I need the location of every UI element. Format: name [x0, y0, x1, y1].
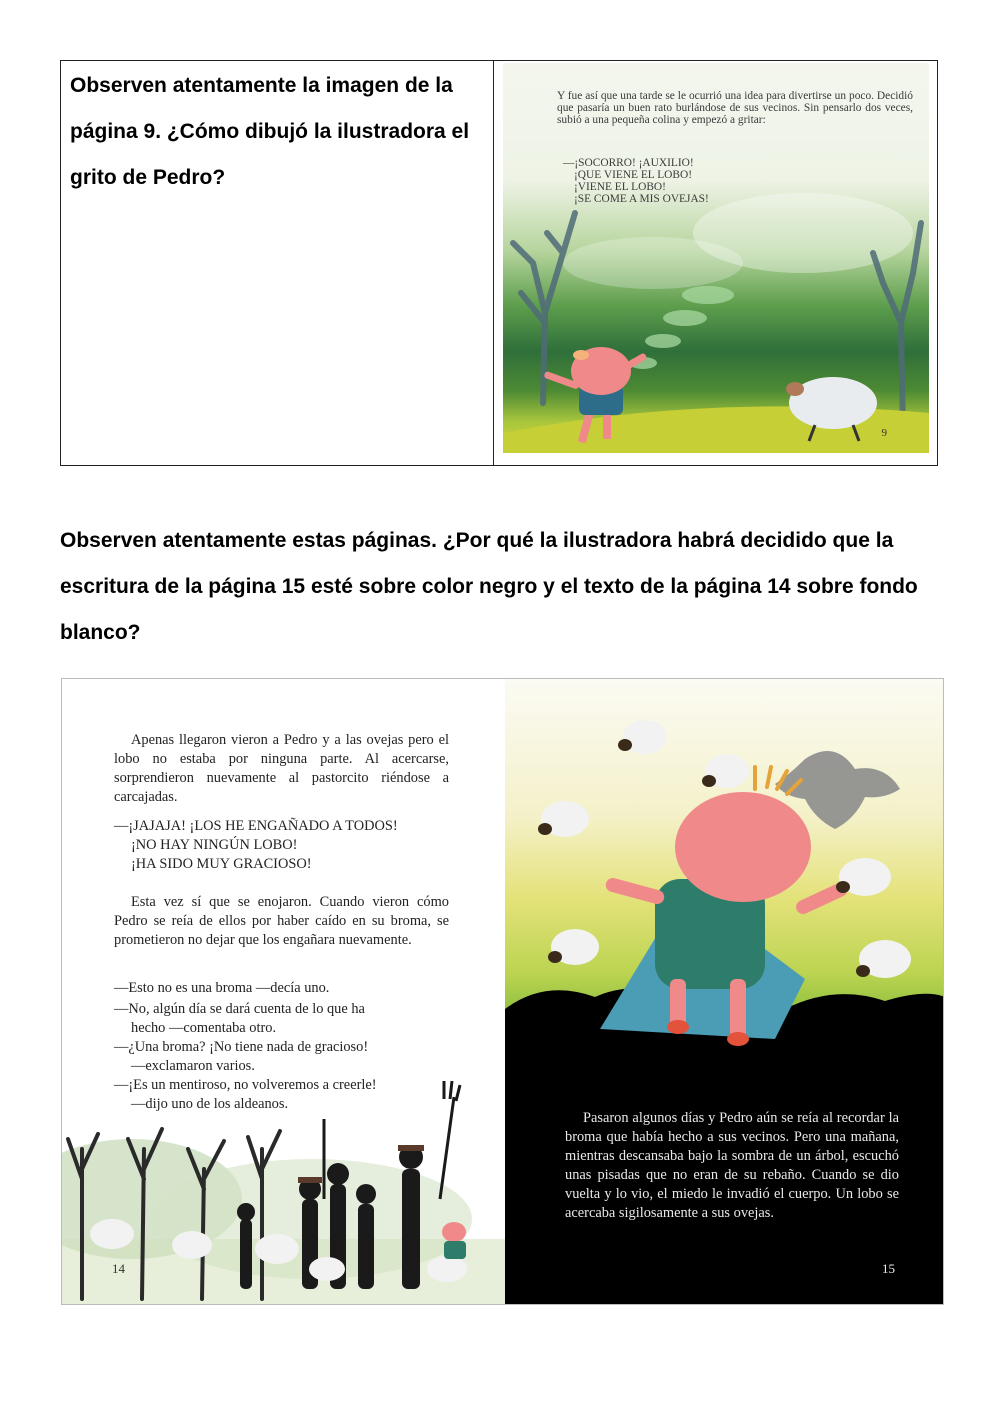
book-page-9-illustration [503, 63, 929, 453]
dialog-line: —No, algún día se dará cuenta de lo que ha [114, 1001, 365, 1017]
page-number: 14 [112, 1261, 125, 1276]
page-number: 9 [881, 427, 887, 439]
shout-line: ¡HA SIDO MUY GRACIOSO! [131, 856, 312, 872]
page-14-paragraph-1: Apenas llegaron vieron a Pedro y a las ovejas pero el lobo no estaba por ninguna parte. Al acercarse, sorprendieron nuevamente al pastorcito riéndose a carcajadas. [114, 732, 449, 805]
dialog-line-cont: —exclamaron varios. [131, 1058, 255, 1074]
bare-tree-left [513, 213, 575, 403]
book-spread-pages-14-15 [61, 678, 944, 1305]
question-2-text: Observen atentamente estas páginas. ¿Por qué la ilustradora habrá decidido que la escritura de la página 15 esté sobre color negro y el texto de la página 14 sobre fondo blanco? [60, 529, 918, 644]
page-14-village-scene [62, 679, 505, 1305]
shout-line: ¡QUE VIENE EL LOBO! [574, 169, 692, 181]
shout-line: —¡SOCORRO! ¡AUXILIO! [563, 157, 694, 169]
dialog-line: —¿Una broma? ¡No tiene nada de gracioso! [114, 1039, 369, 1055]
question-1-text: Observen atentamente la imagen de la página 9. ¿Cómo dibujó la ilustradora el grito de Pedro? [70, 74, 470, 189]
shout-line: ¡VIENE EL LOBO! [574, 181, 666, 193]
shout-line: ¡SE COME A MIS OVEJAS! [574, 193, 709, 205]
page-number: 15 [882, 1261, 895, 1276]
dialog-line: —Esto no es una broma —decía uno. [114, 980, 330, 996]
page-9-scene [503, 63, 929, 453]
page-14-paragraph-2: Esta vez sí que se enojaron. Cuando vieron cómo Pedro se reía de ellos por haber caído en su broma, se prometieron no dejar que los engañara nuevamente. [114, 894, 449, 948]
dialog-line-cont: hecho —comentaba otro. [131, 1020, 277, 1036]
page-9-story-text: Y fue así que una tarde se le ocurrió una idea para divertirse un poco. Decidió que pasaría un buen rato burlándose de sus vecinos. Sin pensarlo dos veces, subió a una pequeña colina y empezó a gritar: [557, 90, 913, 126]
question-table [60, 60, 938, 466]
shout-line: —¡JAJAJA! ¡LOS HE ENGAÑADO A TODOS! [114, 818, 398, 834]
question-cell [61, 61, 494, 465]
shout-line: ¡NO HAY NINGÚN LOBO! [131, 837, 298, 853]
dialog-line: —¡Es un mentiroso, no volveremos a creerle! [114, 1077, 377, 1093]
book-page-14 [62, 679, 505, 1304]
mist-shape [563, 237, 743, 289]
image-cell [494, 61, 937, 465]
book-page-15 [505, 679, 943, 1304]
page-15-paragraph: Pasaron algunos días y Pedro aún se reía al recordar la broma que había hecho a sus vecinos. Pero una mañana, mientras descansaba bajo la sombra de un árbol, escuchó unas pisadas que no eran de su rebaño. Cuando se dio vuelta y lo vio, el miedo le invadió el cuerpo. Un lobo se acercaba sigilosamente a sus ovejas. [565, 1110, 899, 1221]
dialog-line-cont: —dijo uno de los aldeanos. [131, 1096, 289, 1112]
